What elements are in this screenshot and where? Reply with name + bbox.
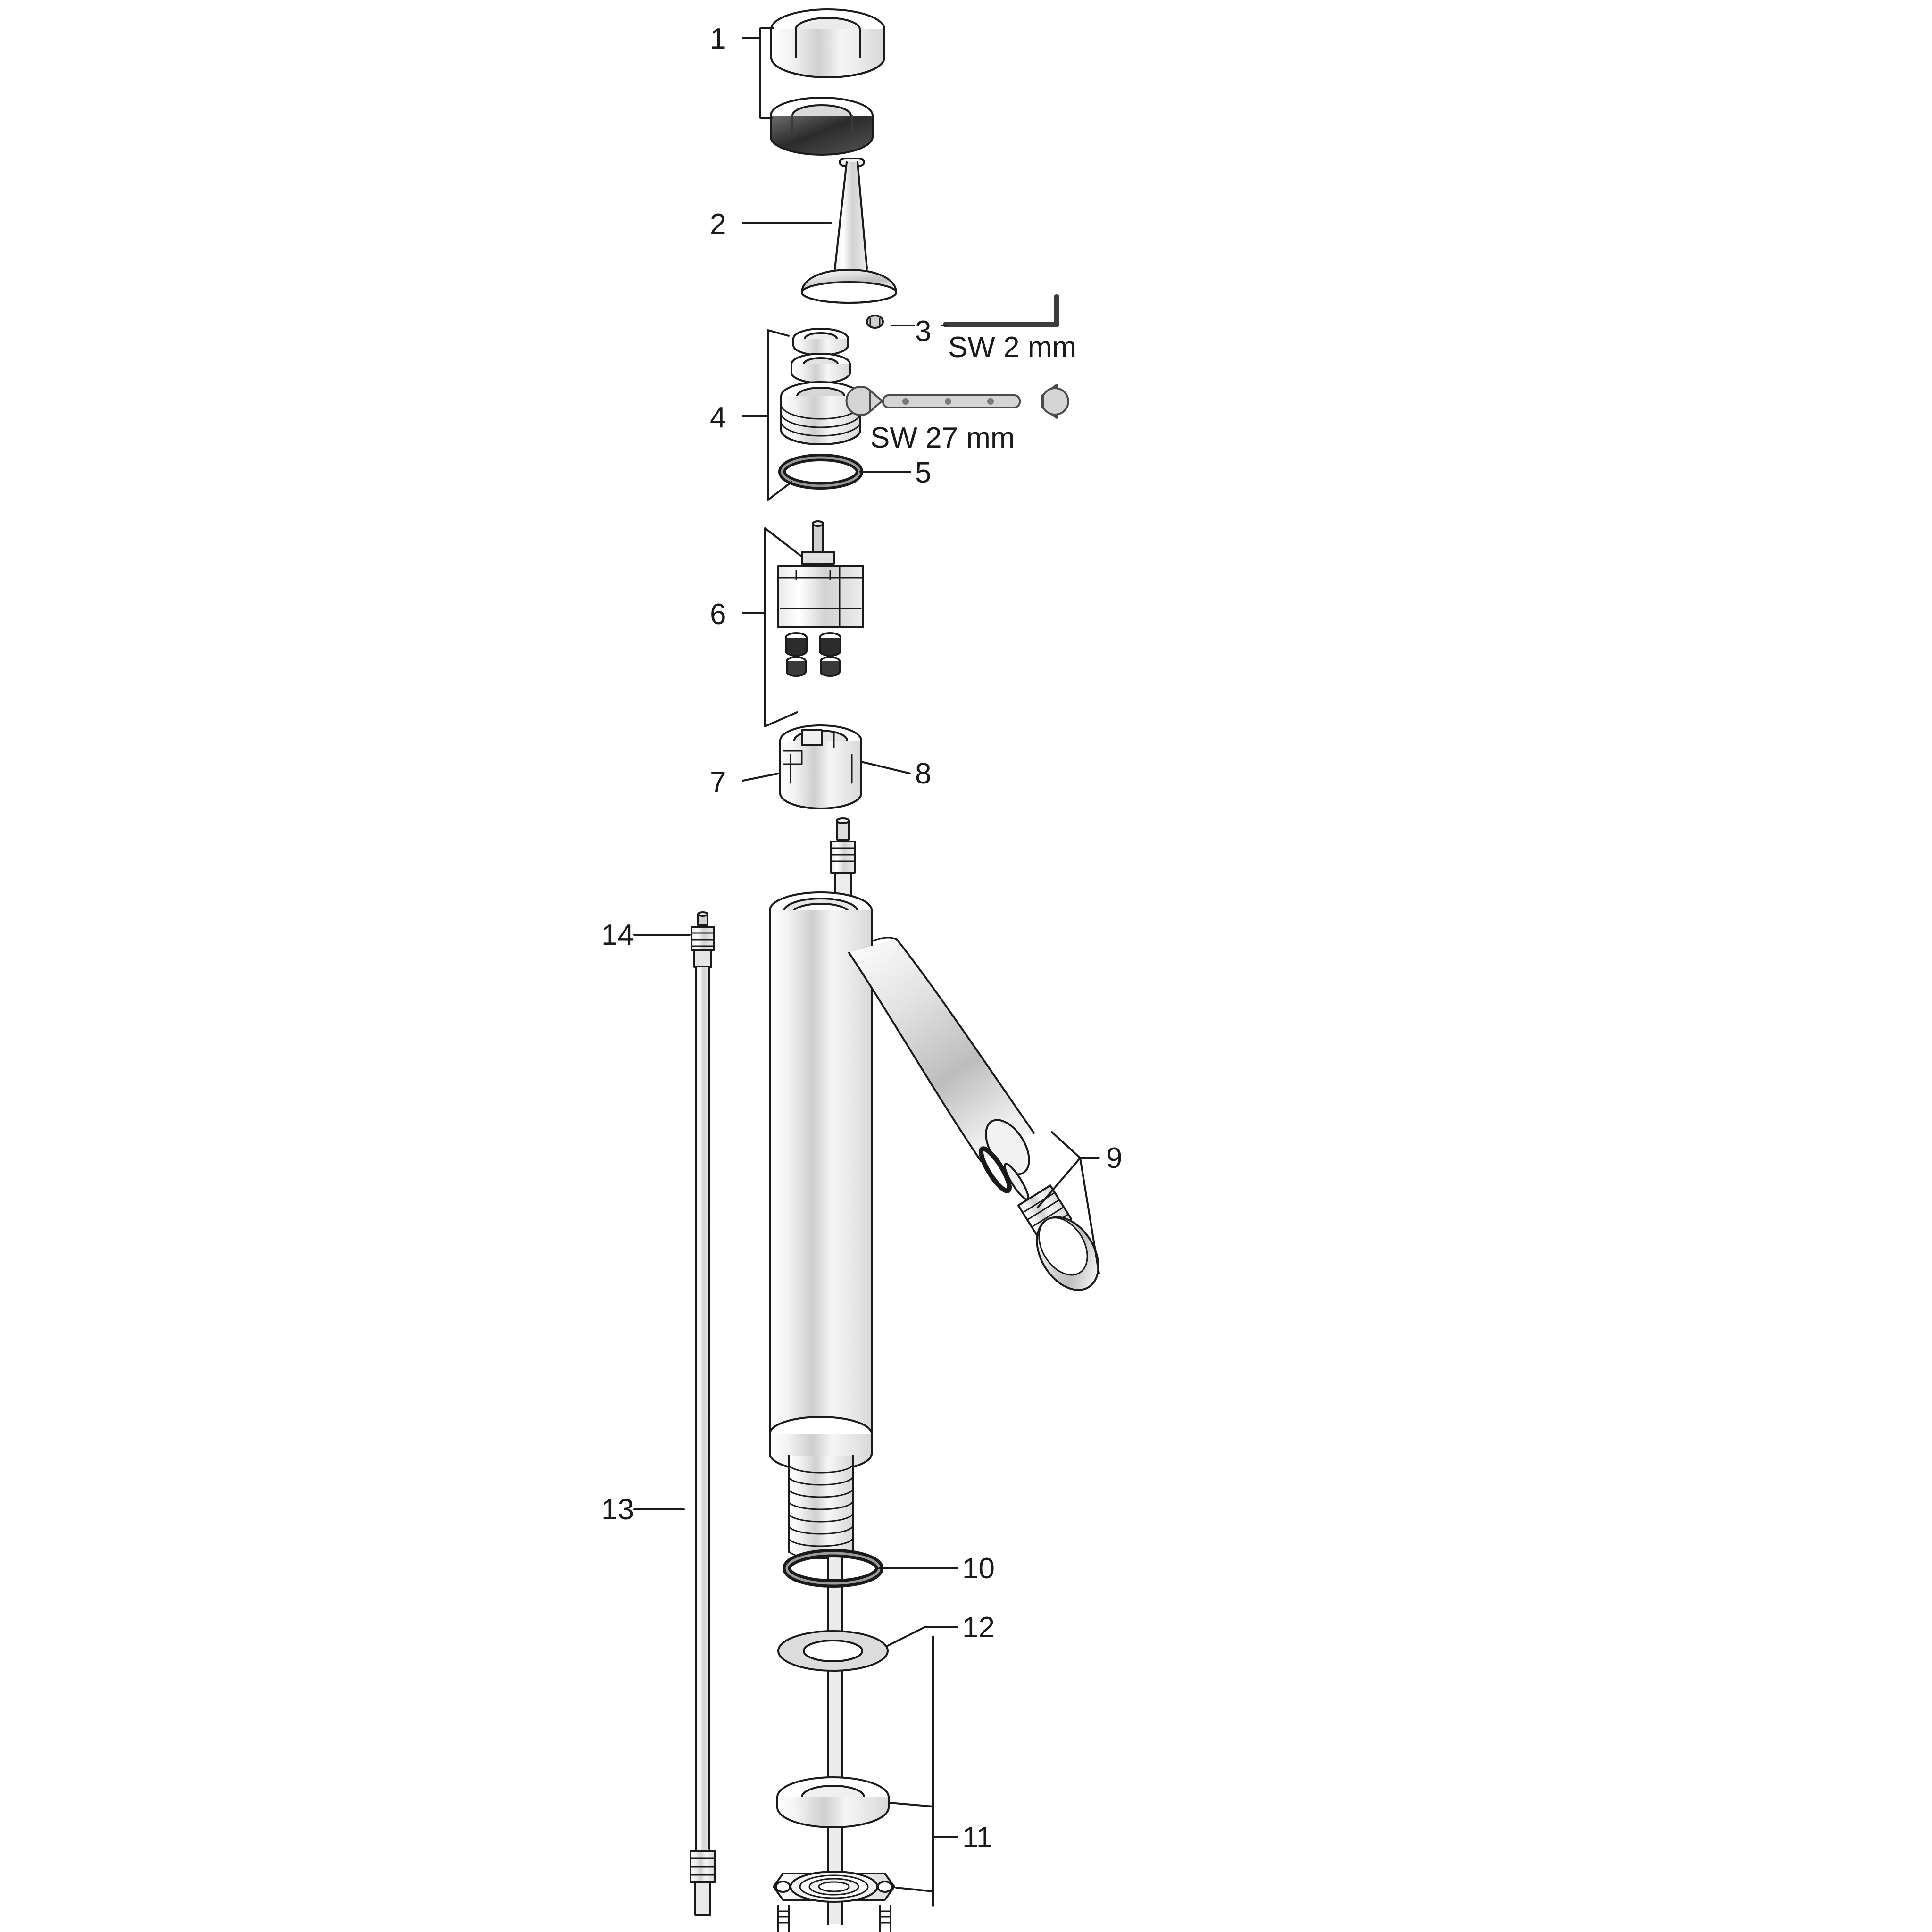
callout-8: 8 [915,758,932,790]
part-4-cap-nut [781,329,860,444]
part-14-hose-connector [691,912,714,967]
open-end-wrench-icon [847,385,1068,418]
callout-5: 5 [915,457,932,489]
part-1-cap-ring [771,9,884,77]
hex-key-icon [946,297,1057,325]
part-11-mounting-washer [777,1777,889,1827]
callout-2: 2 [710,208,726,241]
faucet-main-body [770,818,1111,1924]
part-3-grub-screw [867,316,883,328]
part-13-flexible-hose [691,967,715,1915]
callout-7: 7 [710,766,726,799]
tool-label-sw2: SW 2 mm [948,331,1077,364]
callout-1: 1 [710,23,726,55]
callout-12: 12 [962,1611,995,1644]
callout-11: 11 [962,1821,993,1854]
callout-10: 10 [962,1552,995,1585]
tool-label-sw27: SW 27 mm [870,422,1015,454]
part-5-o-ring [782,458,859,486]
part-6-cartridge [778,521,863,676]
callout-3: 3 [915,315,932,348]
part-7-8-retainer-collar [780,725,861,808]
callout-9: 9 [1106,1142,1123,1174]
callout-6: 6 [710,598,726,631]
callout-13: 13 [601,1493,634,1526]
part-1-sleeve [771,98,873,155]
callout-14: 14 [601,919,634,951]
part-12-sealing-washer [778,1631,888,1671]
callout-4: 4 [710,401,726,434]
part-2-lever-handle [802,158,896,303]
